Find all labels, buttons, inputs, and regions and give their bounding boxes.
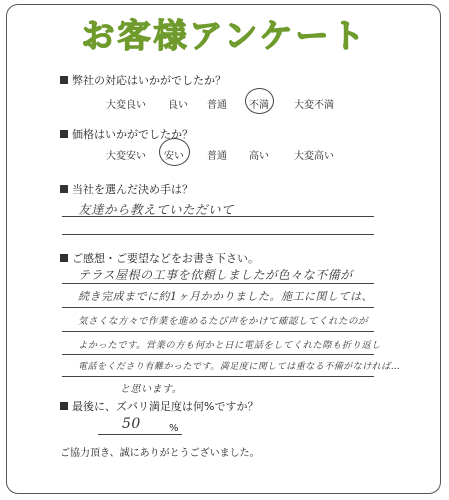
comment-line[interactable]: 電話をくださり有難かったです。満足度に関しては重なる不備がなければ… bbox=[78, 362, 401, 372]
question-reason bbox=[60, 181, 193, 197]
bullet-icon bbox=[60, 130, 68, 138]
answer-line bbox=[62, 331, 374, 332]
reason-answer[interactable]: 友達から教えていただいて bbox=[78, 202, 235, 217]
selection-circle bbox=[245, 88, 274, 114]
thank-you-note: ご協力頂き、誠にありがとうございました。 bbox=[60, 448, 260, 459]
question-satisfaction bbox=[60, 398, 258, 414]
question-label: 弊社の対応はいかがでしたか？ bbox=[72, 74, 226, 87]
bullet-icon bbox=[60, 402, 68, 410]
option[interactable]: 大変良い bbox=[106, 100, 146, 111]
bullet-icon bbox=[60, 76, 68, 84]
question-label: 当社を選んだ決め手は？ bbox=[72, 183, 193, 196]
page-title: お客様アンケート bbox=[81, 16, 368, 55]
option[interactable]: 普通 bbox=[207, 151, 227, 162]
answer-line bbox=[62, 376, 374, 377]
comment-line[interactable]: テラス屋根の工事を依頼しましたが色々な不備が bbox=[78, 268, 353, 282]
answer-line bbox=[62, 354, 374, 355]
value-underline bbox=[98, 434, 182, 435]
question-label: ご感想・ご要望などをお書き下さい。 bbox=[72, 252, 259, 265]
question-label: 価格はいかがでしたか？ bbox=[72, 128, 193, 141]
option[interactable]: 大変安い bbox=[106, 151, 146, 162]
comment-line[interactable]: よかったです。営業の方も何かと日に電話をしてくれた際も折り返し bbox=[78, 340, 381, 351]
question-comments bbox=[60, 250, 259, 266]
comment-line[interactable]: 気さくな方々で作業を進めるたび声をかけて確認してくれたのが bbox=[78, 316, 369, 327]
question-label: 最後に、ズバリ満足度は何%ですか？ bbox=[72, 400, 259, 413]
percent-unit: % bbox=[169, 423, 179, 434]
comment-line[interactable]: 続き完成までに約1ヶ月かかりました。施工に関しては、 bbox=[78, 290, 373, 303]
answer-line bbox=[62, 216, 374, 217]
answer-line bbox=[62, 234, 374, 235]
question-service bbox=[60, 72, 226, 88]
selection-circle bbox=[159, 138, 190, 166]
option-selected[interactable]: 不満 bbox=[249, 100, 269, 111]
option-selected[interactable]: 安い bbox=[164, 151, 184, 162]
option[interactable]: 高い bbox=[249, 151, 269, 162]
option[interactable]: 大変不満 bbox=[294, 100, 334, 111]
option[interactable]: 良い bbox=[168, 100, 188, 111]
bullet-icon bbox=[60, 185, 68, 193]
bullet-icon bbox=[60, 254, 68, 262]
option[interactable]: 大変高い bbox=[294, 151, 334, 162]
option[interactable]: 普通 bbox=[207, 100, 227, 111]
answer-line bbox=[62, 283, 374, 284]
comment-line[interactable]: と思います。 bbox=[120, 384, 183, 395]
answer-line bbox=[62, 307, 374, 308]
satisfaction-value[interactable]: 50 bbox=[122, 416, 141, 432]
